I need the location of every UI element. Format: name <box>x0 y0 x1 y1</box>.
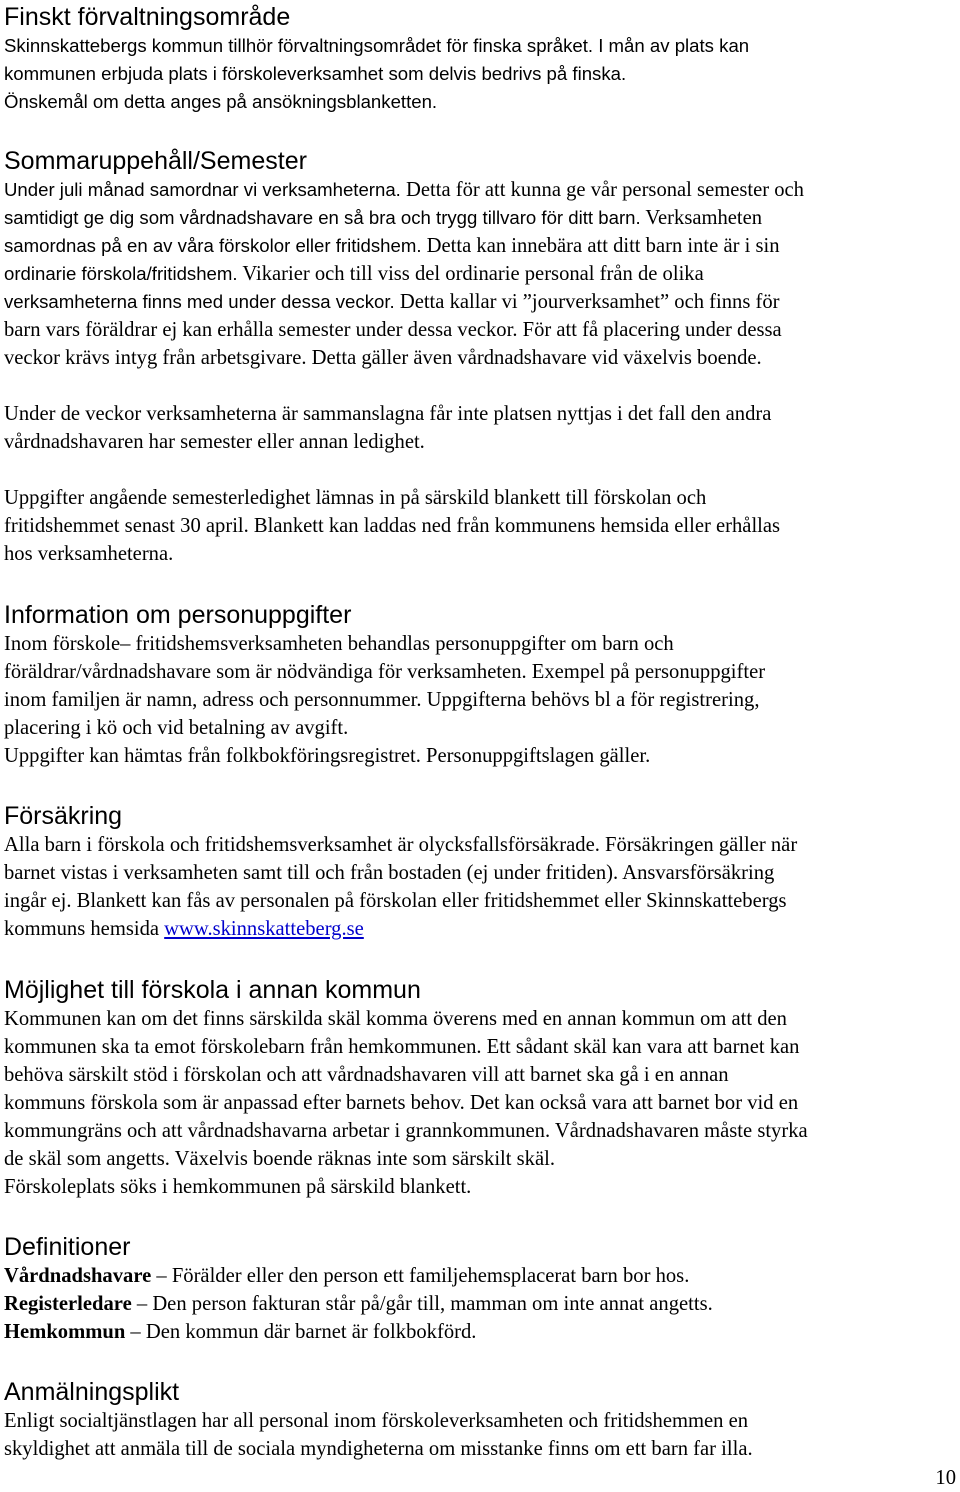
definition-item <box>4 1290 958 1318</box>
section-sommar <box>4 146 958 568</box>
mojlighet-line-7: Förskoleplats söks i hemkommunen på särskild blankett. <box>4 1176 472 1198</box>
anmalning-line-1: Enligt socialtjänstlagen har all personal inom förskoleverksamheten och fritidshemmen en <box>4 1410 749 1432</box>
heading-sommar: Sommaruppehåll/Semester <box>4 147 307 175</box>
definition-desc: – Den kommun där barnet är folkbokförd. <box>125 1321 477 1343</box>
mojlighet-line-2: kommunen ska ta emot förskolebarn från hemkommunen. Ett sådant skäl kan vara att barnet kan <box>4 1036 800 1058</box>
info-line-5: Uppgifter kan hämtas från folkbokföringsregistret. Personuppgiftslagen gäller. <box>4 745 651 767</box>
heading-mojlighet: Möjlighet till förskola i annan kommun <box>4 976 421 1004</box>
mojlighet-line-3: behöva särskilt stöd i förskolan och att vårdnadshavaren vill att barnet ska gå i en annan <box>4 1064 729 1086</box>
finskt-line-3: Önskemål om detta anges på ansökningsblanketten. <box>4 91 438 112</box>
mojlighet-line-4: kommuns förskola som är anpassad efter barnets behov. Det kan också vara att barnet bor vid en <box>4 1092 799 1114</box>
section-anmalning <box>4 1377 958 1463</box>
section-finskt <box>4 2 958 116</box>
forsakring-line-2: barnet vistas i verksamheten samt till och från bostaden (ej under fritiden). Ansvarsförsäkring <box>4 862 775 884</box>
sommar-line-4: ordinarie förskola/fritidshem. Vikarier och till viss del ordinarie personal från de olika <box>4 263 704 285</box>
heading-definitioner: Definitioner <box>4 1233 131 1261</box>
section-definitioner <box>4 1232 958 1346</box>
municipality-website-link[interactable]: www.skinnskatteberg.se <box>164 918 364 940</box>
forsakring-link-prefix: kommuns hemsida <box>4 918 165 940</box>
definition-term: Hemkommun <box>4 1321 126 1343</box>
sommar-line-7: veckor krävs intyg från arbetsgivare. Detta gäller även vårdnadshavare vid växelvis boende. <box>4 347 762 369</box>
sommar-line-1: Under juli månad samordnar vi verksamheterna. Detta för att kunna ge vår personal semester och <box>4 179 804 201</box>
section-mojlighet <box>4 975 958 1201</box>
forsakring-line-4 <box>4 915 958 943</box>
sommar-p2-line-2: vårdnadshavaren har semester eller annan ledighet. <box>4 431 425 453</box>
forsakring-line-1: Alla barn i förskola och fritidshemsverksamhet är olycksfallsförsäkrade. Försäkringen gäller när <box>4 834 798 856</box>
heading-finskt: Finskt förvaltningsområde <box>4 3 291 31</box>
sommar-p3-line-3: hos verksamheterna. <box>4 543 174 565</box>
page-number: 10 <box>935 1467 956 1489</box>
sommar-line-6: barn vars föräldrar ej kan erhålla semester under dessa veckor. För att få placering under dessa <box>4 319 782 341</box>
sommar-line-2: samtidigt ge dig som vårdnadshavare en så bra och trygg tillvaro för ditt barn. Verksamheten <box>4 207 763 229</box>
sommar-p2-line-1: Under de veckor verksamheterna är sammanslagna får inte platsen nyttjas i det fall den andra <box>4 403 772 425</box>
info-line-1: Inom förskole– fritidshemsverksamheten behandlas personuppgifter om barn och <box>4 633 674 655</box>
definition-term: Vårdnadshavare <box>4 1265 152 1287</box>
definition-item <box>4 1262 958 1290</box>
sommar-p3-line-2: fritidshemmet senast 30 april. Blankett kan laddas ned från kommunens hemsida eller erhållas <box>4 515 781 537</box>
section-info <box>4 600 958 770</box>
finskt-line-1: Skinnskattebergs kommun tillhör förvaltningsområdet för finska språket. I mån av plats kan <box>4 35 750 56</box>
sommar-p3-line-1: Uppgifter angående semesterledighet lämnas in på särskild blankett till förskolan och <box>4 487 707 509</box>
info-line-4: placering i kö och vid betalning av avgift. <box>4 717 349 739</box>
mojlighet-line-6: de skäl som angetts. Växelvis boende räknas inte som särskilt skäl. <box>4 1148 555 1170</box>
mojlighet-line-1: Kommunen kan om det finns särskilda skäl komma överens med en annan kommun om att den <box>4 1008 787 1030</box>
info-line-3: inom familjen är namn, adress och personnummer. Uppgifterna behövs bl a för registrering, <box>4 689 760 711</box>
heading-info: Information om personuppgifter <box>4 601 352 629</box>
section-forsakring <box>4 801 958 943</box>
definition-item <box>4 1318 958 1346</box>
sommar-line-5: verksamheterna finns med under dessa veckor. Detta kallar vi ”jourverksamhet” och finns för <box>4 291 780 313</box>
forsakring-line-3: ingår ej. Blankett kan fås av personalen på förskolan eller fritidshemmet eller Skinnskattebergs <box>4 890 787 912</box>
mojlighet-line-5: kommungräns och att vårdnadshavarna arbetar i grannkommunen. Vårdnadshavaren måste styrka <box>4 1120 808 1142</box>
heading-forsakring: Försäkring <box>4 802 123 830</box>
definition-desc: – Den person fakturan står på/går till, mamman om inte annat angetts. <box>131 1293 713 1315</box>
heading-anmalning: Anmälningsplikt <box>4 1378 180 1406</box>
finskt-line-2: kommunen erbjuda plats i förskoleverksamhet som delvis bedrivs på finska. <box>4 63 627 84</box>
anmalning-line-2: skyldighet att anmäla till de sociala myndigheterna om misstanke finns om ett barn far illa. <box>4 1438 753 1460</box>
definition-desc: – Förälder eller den person ett familjehemsplacerat barn bor hos. <box>151 1265 690 1287</box>
definition-term: Registerledare <box>4 1293 132 1315</box>
info-line-2: föräldrar/vårdnadshavare som är nödvändiga för verksamheten. Exempel på personuppgifter <box>4 661 766 683</box>
sommar-line-3: samordnas på en av våra förskolor eller fritidshem. Detta kan innebära att ditt barn inte är i sin <box>4 235 780 257</box>
